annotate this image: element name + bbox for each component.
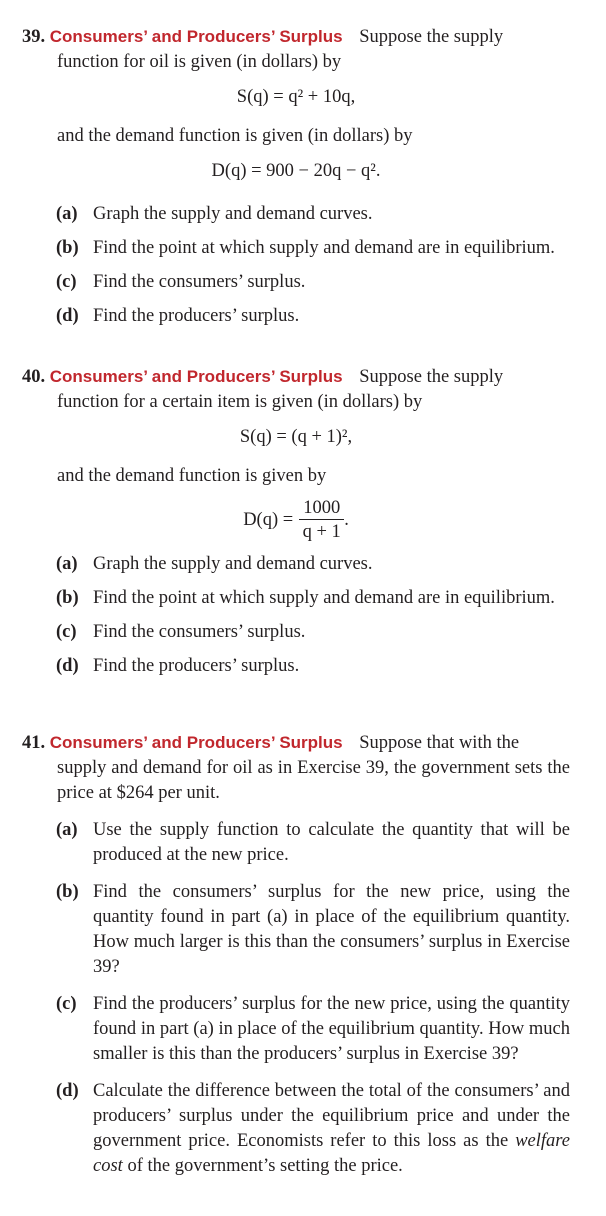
exercise-number: 39. [22,27,46,47]
part-label: (c) [56,622,77,642]
part-text: Find the producers’ surplus. [93,306,300,326]
fraction-numerator: 1000 [299,497,344,520]
demand-equation: D(q) = 900 − 20q − q². [211,161,381,181]
part-label: (a) [56,554,78,574]
exercise-40-heading [22,364,570,390]
part-a [22,818,570,868]
part-d [22,654,570,679]
intro-text: Suppose that with the [359,733,520,753]
part-label: (a) [56,204,78,224]
intro-text: Suppose the supply [359,27,504,47]
part-label: (b) [56,238,79,258]
exercise-topic: Consumers’ and Producers’ Surplus [49,367,343,386]
intro-text: Suppose the supply [359,367,504,387]
part-text-end: of the government’s setting the price. [127,1156,403,1176]
intro-text-cont: function for oil is given (in dollars) by [57,52,342,72]
demand-lhs: D(q) = [243,509,294,530]
part-label: (d) [56,1081,79,1101]
part-label: (b) [56,882,79,902]
part-label: (c) [56,272,77,292]
part-text: Find the consumers’ surplus. [93,272,306,292]
part-c [22,992,570,1067]
part-a [22,552,570,577]
part-text: Use the supply function to calculate the quantity that will be produced at the new price. [93,820,570,865]
exercise-41 [22,730,570,1179]
part-text: Find the producers’ surplus for the new price, using the quantity found in part (a) in place of the equilibrium quantity. How much smaller is this than the producers’ surplus in Exercise 39? [93,994,570,1064]
part-text: Find the producers’ surplus. [93,656,300,676]
exercise-topic: Consumers’ and Producers’ Surplus [49,733,343,752]
part-label: (d) [56,656,79,676]
part-text: Find the consumers’ surplus for the new price, using the quantity found in part (a) in place of the equilibrium quantity. How much larger is this than the consumers’ surplus in Exercise 39? [93,882,570,977]
supply-equation: S(q) = q² + 10q, [236,87,356,107]
part-d [22,304,570,329]
mid-text: and the demand function is given (in dollars) by [57,126,413,146]
emphasized-term: welfare cost [93,1131,570,1176]
exercise-39 [22,24,570,329]
part-c [22,620,570,645]
fraction-denominator: q + 1 [302,522,341,542]
part-b [22,880,570,980]
part-label: (a) [56,820,78,840]
part-label: (d) [56,306,79,326]
supply-equation: S(q) = (q + 1)², [239,427,353,447]
demand-fraction [299,497,344,544]
part-label: (c) [56,994,77,1014]
equation-period: . [344,509,349,530]
part-b [22,236,570,261]
part-text: Find the point at which supply and demand are in equilibrium. [93,588,555,608]
intro-text-cont: supply and demand for oil as in Exercise 39, the government sets the price at $264 per unit. [57,758,570,803]
part-label: (b) [56,588,79,608]
mid-text: and the demand function is given by [57,466,327,486]
part-text: Calculate the difference between the total of the consumers’ and producers’ surplus under the equilibrium price and under the government price. Economists refer to this loss as the [93,1081,570,1151]
part-text: Find the consumers’ surplus. [93,622,306,642]
exercise-40 [22,364,570,679]
exercise-39-heading [22,24,570,50]
demand-equation [22,497,570,544]
part-text: Graph the supply and demand curves. [93,554,373,574]
exercise-topic: Consumers’ and Producers’ Surplus [49,27,343,46]
part-b [22,586,570,611]
intro-text-cont: function for a certain item is given (in dollars) by [57,392,423,412]
exercise-41-heading [22,730,570,756]
part-c [22,270,570,295]
part-a [22,202,570,227]
part-text: Find the point at which supply and demand are in equilibrium. [93,238,555,258]
exercise-number: 41. [22,733,46,753]
exercise-number: 40. [22,367,46,387]
part-text: Graph the supply and demand curves. [93,204,373,224]
part-d [22,1079,570,1179]
